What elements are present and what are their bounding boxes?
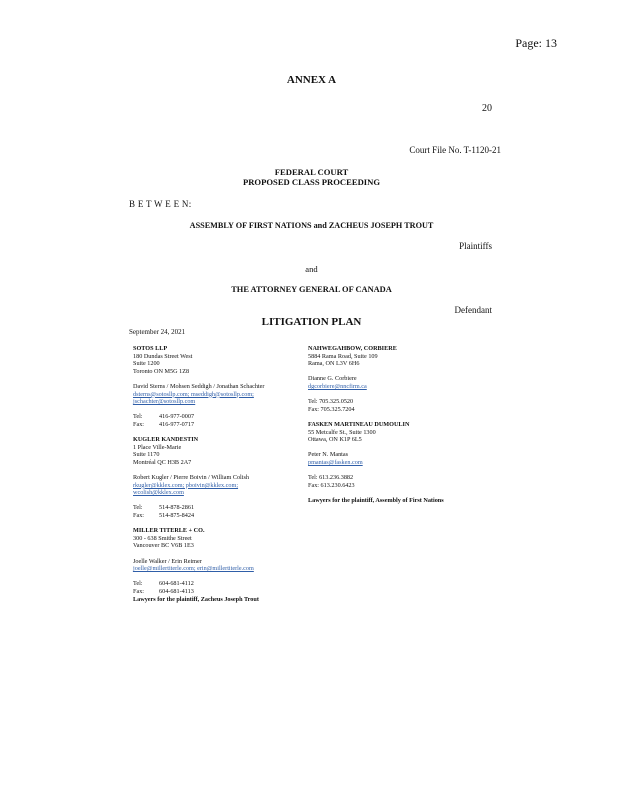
proceeding-type: PROPOSED CLASS PROCEEDING — [242, 177, 381, 187]
firm-name-nahwegahbow: NAHWEGAHBOW, CORBIERE — [308, 345, 397, 352]
document-date: September 24, 2021 — [129, 328, 186, 336]
tel-label: Tel: — [133, 580, 143, 588]
address-line: Rama, ON L3V 6H6 — [308, 360, 360, 368]
annex-title: ANNEX A — [286, 74, 337, 86]
lawyer-name: Peter N. Mantas — [308, 451, 349, 459]
fax-label: Fax: — [133, 420, 145, 428]
plaintiffs-label: Plaintiffs — [459, 241, 492, 251]
lawyers-for-trout: Lawyers for the plaintiff, Zacheus Joseph Trout — [133, 595, 259, 603]
lawyer-names: Joelle Walker / Erin Reimer — [133, 557, 202, 565]
firm-name-sotos: SOTOS LLP — [133, 345, 168, 352]
court-file-number: Court File No. T-1120-21 — [409, 145, 501, 155]
tel-label: Tel: — [133, 504, 143, 512]
lawyer-names: Robert Kugler / Pierre Boivin / William Colish — [133, 474, 249, 482]
fax-row — [133, 512, 264, 520]
address-line: Montréal QC H3B 2A7 — [133, 458, 192, 466]
fax-number: 604-681-4113 — [159, 588, 194, 595]
firm-name-kugler: KUGLER KANDESTIN — [133, 436, 199, 444]
email-link[interactable]: rkugler@kklex.com; pboivin@kklex.com; — [133, 481, 239, 489]
email-link[interactable]: dgcorbiere@nncfirm.ca — [308, 382, 367, 390]
fax-line: Fax: 705.325.7204 — [308, 405, 355, 413]
tel-number: 604-681-4112 — [159, 580, 194, 588]
page-header: Page: 13 — [515, 36, 557, 50]
email-link[interactable]: wcolish@kklex.com — [133, 489, 184, 497]
address-line: 55 Metcalfe St., Suite 1300 — [308, 428, 376, 436]
lawyer-name: Dianne G. Corbiere — [308, 375, 357, 383]
tel-row — [133, 413, 264, 421]
tel-row — [133, 504, 264, 512]
address-line: Vancouver BC V6B 1E3 — [133, 542, 194, 550]
defendant-label: Defendant — [454, 305, 492, 315]
fax-line: Fax: 613.230.6423 — [308, 481, 355, 489]
email-link[interactable]: pmantas@fasken.com — [308, 458, 363, 466]
fax-row — [133, 588, 264, 596]
court-name: FEDERAL COURT — [274, 167, 349, 177]
and-text: and — [305, 264, 318, 274]
address-line: 300 - 638 Smithe Street — [133, 534, 192, 542]
firm-name-miller: MILLER TITERLE + CO. — [133, 527, 205, 535]
address-line: Toronto ON M5G 1Z8 — [133, 367, 190, 375]
plaintiffs-names: ASSEMBLY OF FIRST NATIONS and ZACHEUS JOSEPH TROUT — [189, 221, 434, 230]
tel-line: Tel: 705.325.0520 — [308, 398, 354, 406]
tel-number: 514-878-2861 — [159, 504, 195, 512]
email-link[interactable]: joelle@millertiterle.com; erin@millertiterle.com — [133, 565, 254, 573]
email-link[interactable]: dsterns@sotosllp.com; mseddigh@sotosllp.com; — [133, 390, 254, 398]
tel-number: 416-977-0007 — [159, 413, 195, 421]
fax-label: Fax: — [133, 512, 145, 520]
email-link[interactable]: jschachter@sotosllp.com — [133, 398, 196, 406]
fax-number: 514-875-8424 — [159, 512, 195, 520]
address-line: 1 Place Ville-Marie — [133, 443, 182, 451]
lawyers-for-afn: Lawyers for the plaintiff, Assembly of First Nations — [308, 496, 444, 504]
firm-name-fasken: FASKEN MARTINEAU DUMOULIN — [308, 420, 410, 428]
address-line: 5884 Rama Road, Suite 109 — [308, 352, 378, 360]
tel-line: Tel: 613.236.3882 — [308, 474, 354, 482]
address-line: Suite 1200 — [133, 360, 160, 368]
between-label: B E T W E E N: — [129, 199, 192, 209]
counsel-block-left — [133, 345, 264, 603]
fax-number: 416-977-0717 — [159, 420, 195, 428]
tel-label: Tel: — [133, 413, 143, 421]
document-title: LITIGATION PLAN — [261, 316, 362, 328]
defendant-name: THE ATTORNEY GENERAL OF CANADA — [231, 285, 392, 294]
lawyer-names: David Sterns / Mohsen Seddigh / Jonathan Schachter — [133, 382, 265, 390]
fax-row — [133, 421, 264, 429]
page-number: 20 — [482, 103, 492, 114]
counsel-block-right — [308, 345, 444, 504]
address-line: 180 Dundas Street West — [133, 352, 193, 360]
fax-label: Fax: — [133, 588, 145, 595]
address-line: Suite 1170 — [133, 451, 160, 459]
address-line: Ottawa, ON K1P 6L5 — [308, 436, 362, 444]
tel-row — [133, 580, 264, 588]
